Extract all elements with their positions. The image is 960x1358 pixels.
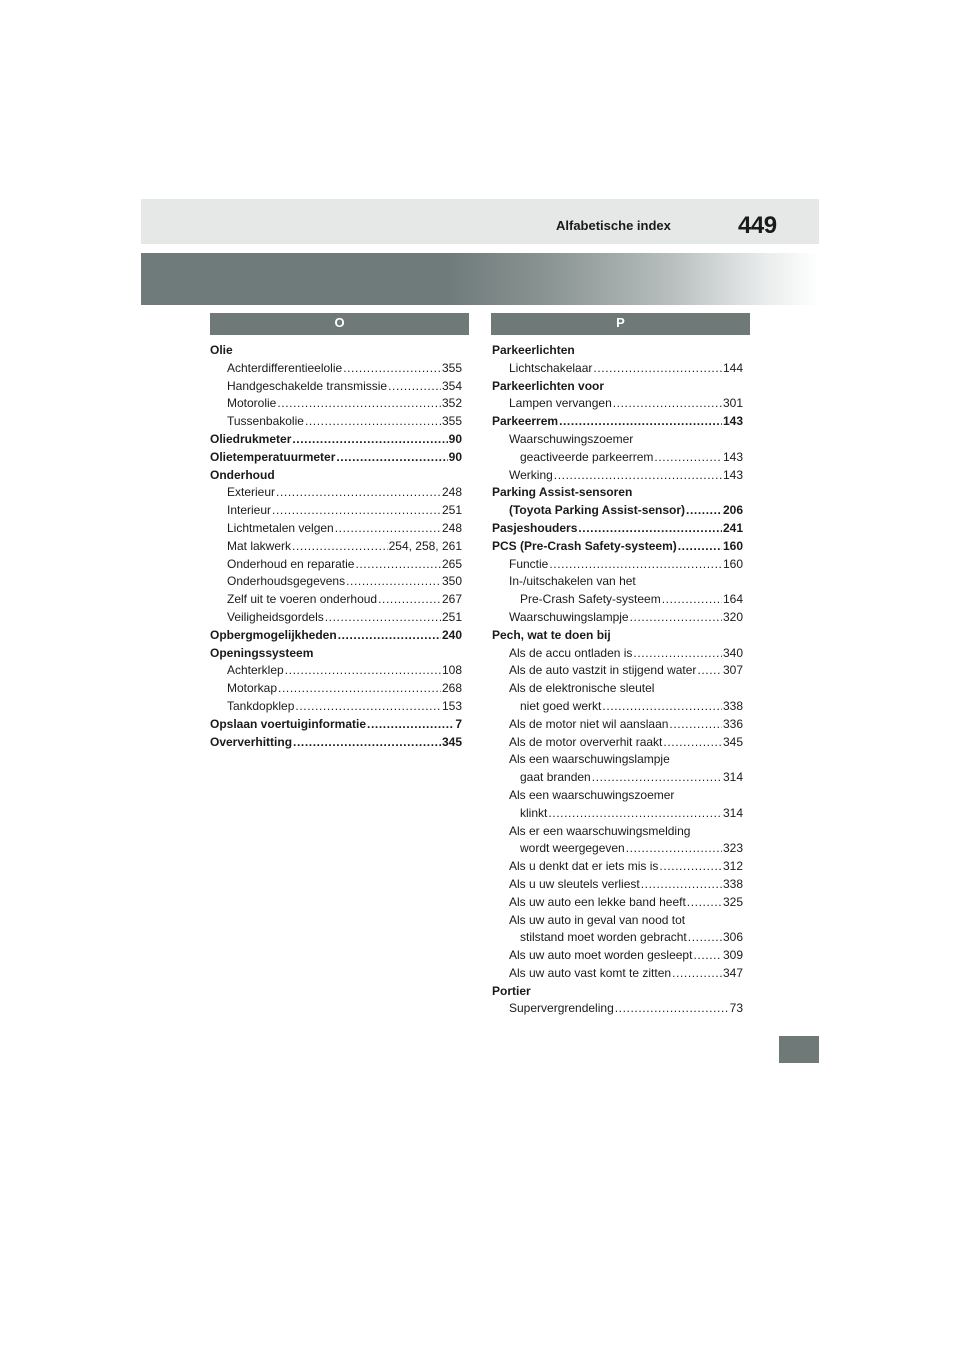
index-entry[interactable]: Oververhitting ..... 345: [210, 734, 462, 752]
index-heading: Olie: [210, 343, 233, 357]
index-entry[interactable]: Exterieur ..... 248: [210, 484, 462, 502]
index-entry[interactable]: Als de auto vastzit in stijgend water ..... 307: [492, 662, 743, 680]
index-entry[interactable]: Handgeschakelde transmissie ..... 354: [210, 378, 462, 396]
index-subheading: In-/uitschakelen van het: [509, 574, 636, 589]
page-title: Alfabetische index: [556, 218, 671, 233]
page-number: 449: [738, 212, 777, 239]
index-entry[interactable]: Werking ..... 143: [492, 467, 743, 485]
index-entry[interactable]: Mat lakwerk ..... 254, 258, 261: [210, 538, 462, 556]
chapter-side-tab: [779, 1036, 819, 1063]
section-header-p: P: [491, 313, 750, 335]
index-entry[interactable]: Functie ..... 160: [492, 556, 743, 574]
index-entry[interactable]: Lichtschakelaar ..... 144: [492, 360, 743, 378]
index-subheading: Als een waarschuwingszoemer: [509, 787, 675, 802]
index-heading: Parkeerlichten voor: [492, 378, 605, 393]
index-subheading: Als een waarschuwingslampje: [509, 752, 670, 767]
index-entry[interactable]: Achterdifferentieelolie ..... 355: [210, 360, 462, 378]
index-heading: Onderhoud: [210, 467, 275, 482]
index-entry[interactable]: PCS (Pre-Crash Safety-systeem) ..... 160: [492, 538, 743, 556]
index-entry[interactable]: Pre-Crash Safety-systeem ..... 164: [492, 591, 743, 609]
decorative-gradient-bar: [141, 253, 819, 305]
index-column-o: [210, 342, 462, 751]
index-subheading: Als er een waarschuwingsmelding: [509, 823, 691, 838]
index-entry[interactable]: Als uw auto vast komt te zitten ..... 347: [492, 965, 743, 983]
index-entry[interactable]: Tankdopklep ..... 153: [210, 698, 462, 716]
index-entry[interactable]: wordt weergegeven ..... 323: [492, 840, 743, 858]
index-heading: Pech, wat te doen bij: [492, 627, 611, 642]
index-entry[interactable]: Motorkap ..... 268: [210, 680, 462, 698]
index-entry[interactable]: Supervergrendeling ..... 73: [492, 1000, 743, 1018]
index-heading: Openingssysteem: [210, 645, 314, 660]
index-entry[interactable]: Olietemperatuurmeter ..... 90: [210, 449, 462, 467]
header-band: [141, 199, 819, 244]
index-entry[interactable]: Pasjeshouders ..... 241: [492, 520, 743, 538]
index-entry[interactable]: Tussenbakolie ..... 355: [210, 413, 462, 431]
index-entry[interactable]: Lampen vervangen ..... 301: [492, 395, 743, 413]
index-entry[interactable]: Veiligheidsgordels ..... 251: [210, 609, 462, 627]
index-entry[interactable]: Als de motor niet wil aanslaan ..... 336: [492, 716, 743, 734]
index-subheading: Als uw auto in geval van nood tot: [509, 912, 686, 927]
index-entry[interactable]: Opbergmogelijkheden ..... 240: [210, 627, 462, 645]
index-entry[interactable]: gaat branden ..... 314: [492, 769, 743, 787]
index-subheading: Waarschuwingszoemer: [509, 431, 634, 446]
section-header-o: O: [210, 313, 469, 335]
index-entry[interactable]: Als uw auto moet worden gesleept ..... 309: [492, 947, 743, 965]
index-column-p: [492, 342, 743, 1018]
index-entry[interactable]: Opslaan voertuiginformatie ..... 7: [210, 716, 462, 734]
index-entry[interactable]: Als de accu ontladen is ..... 340: [492, 645, 743, 663]
index-entry[interactable]: Als de motor oververhit raakt ..... 345: [492, 734, 743, 752]
index-heading: Portier: [492, 983, 531, 998]
index-entry[interactable]: Als u denkt dat er iets mis is ..... 312: [492, 858, 743, 876]
index-entry[interactable]: stilstand moet worden gebracht ..... 306: [492, 929, 743, 947]
index-entry[interactable]: Zelf uit te voeren onderhoud ..... 267: [210, 591, 462, 609]
index-entry[interactable]: Als u uw sleutels verliest ..... 338: [492, 876, 743, 894]
index-entry[interactable]: Onderhoud en reparatie ..... 265: [210, 556, 462, 574]
index-heading: Parking Assist-sensoren: [492, 485, 633, 500]
index-entry[interactable]: Waarschuwingslampje ..... 320: [492, 609, 743, 627]
index-entry[interactable]: Oliedrukmeter ..... 90: [210, 431, 462, 449]
index-entry[interactable]: niet goed werkt ..... 338: [492, 698, 743, 716]
index-entry[interactable]: klinkt ..... 314: [492, 805, 743, 823]
index-entry[interactable]: Als uw auto een lekke band heeft ..... 325: [492, 894, 743, 912]
index-entry[interactable]: Parkeerrem ..... 143: [492, 413, 743, 431]
index-entry[interactable]: Interieur ..... 251: [210, 502, 462, 520]
index-entry[interactable]: Lichtmetalen velgen ..... 248: [210, 520, 462, 538]
index-heading: Parkeerlichten: [492, 343, 575, 357]
index-entry[interactable]: (Toyota Parking Assist-sensor) ..... 206: [492, 502, 743, 520]
index-entry[interactable]: geactiveerde parkeerrem ..... 143: [492, 449, 743, 467]
index-entry[interactable]: Achterklep ..... 108: [210, 662, 462, 680]
index-subheading: Als de elektronische sleutel: [509, 681, 655, 696]
index-entry[interactable]: Motorolie ..... 352: [210, 395, 462, 413]
index-entry[interactable]: Onderhoudsgegevens ..... 350: [210, 573, 462, 591]
